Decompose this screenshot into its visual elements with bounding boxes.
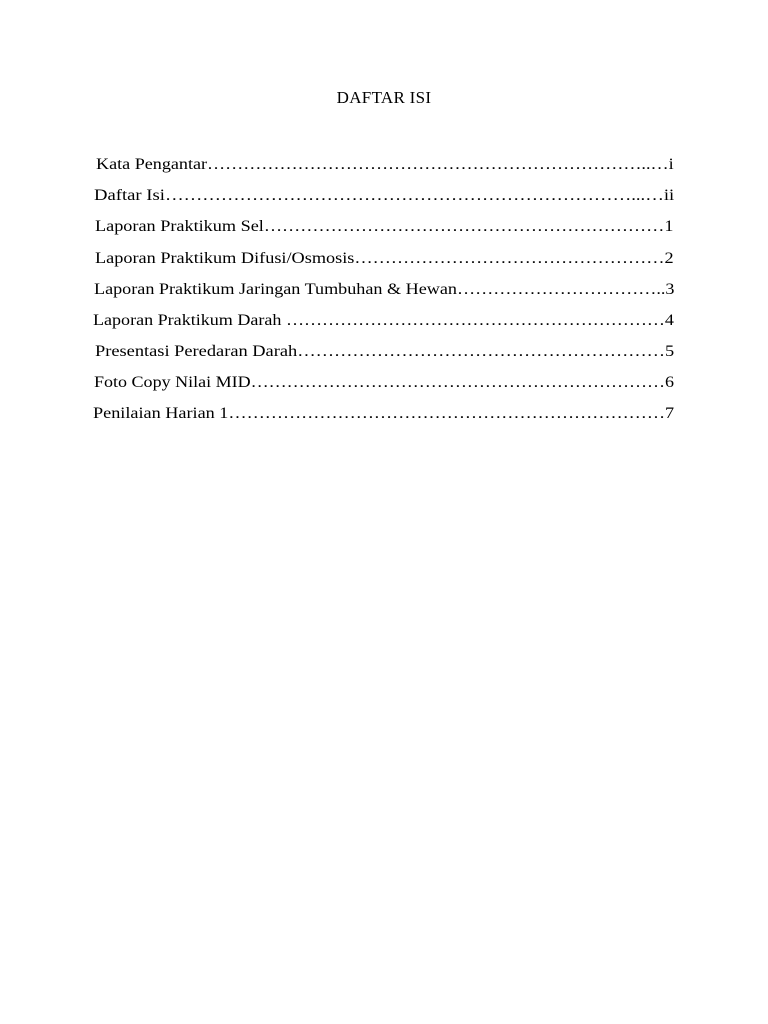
page-title: DAFTAR ISI bbox=[336, 88, 432, 107]
toc-entry-praktikum-difusi-osmosis: Laporan Praktikum Difusi/Osmosis……………………………………………2 bbox=[95, 250, 674, 267]
toc-entry-praktikum-sel: Laporan Praktikum Sel…………………………………………………………1 bbox=[95, 218, 674, 235]
toc-entry-praktikum-jaringan: Laporan Praktikum Jaringan Tumbuhan & Hewan……………………………..3 bbox=[94, 281, 675, 298]
toc-entry-presentasi-peredaran-darah: Presentasi Peredaran Darah……………………………………………………5 bbox=[95, 343, 675, 360]
toc-entry-praktikum-darah: Laporan Praktikum Darah ………………………………………………………4 bbox=[93, 312, 674, 329]
toc-entry-daftar-isi: Daftar Isi…………………………………………………………………...…ii bbox=[94, 187, 675, 204]
toc-entry-penilaian-harian: Penilaian Harian 1………………………………………………………………7 bbox=[93, 405, 675, 422]
toc-entry-kata-pengantar: Kata Pengantar………………………………………………………………..…i bbox=[96, 156, 674, 173]
toc-entry-foto-copy-nilai-mid: Foto Copy Nilai MID……………………………………………………………6 bbox=[94, 374, 675, 391]
